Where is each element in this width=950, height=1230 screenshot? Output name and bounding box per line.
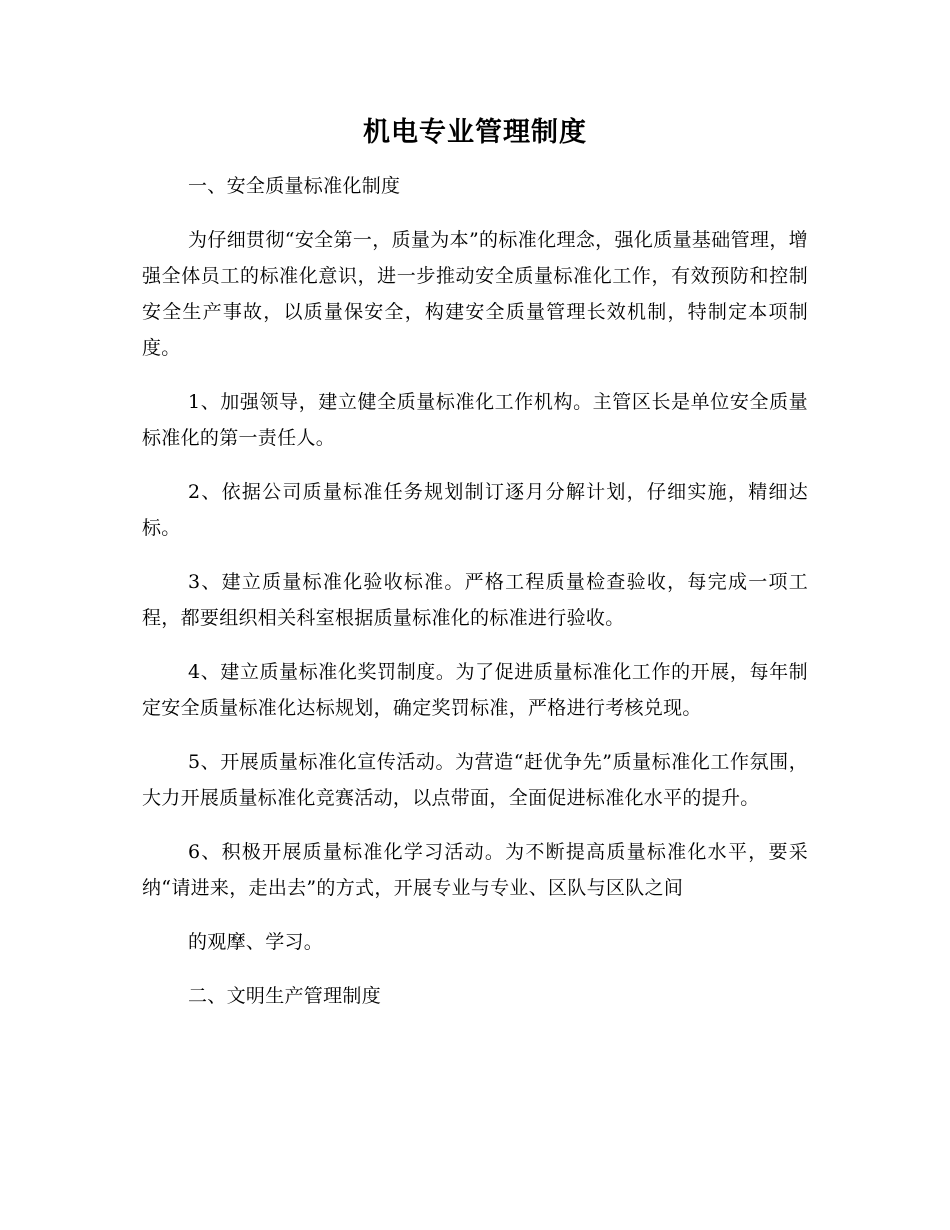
- document-title: 机电专业管理制度: [363, 117, 587, 148]
- clause-4: 4、建立质量标准化奖罚制度。为了促进质量标准化工作的开展，每年制定安全质量标准化达标规划，确定奖罚标准，严格进行考核兑现。: [142, 661, 808, 719]
- section-heading-1: 一、安全质量标准化制度: [188, 175, 401, 197]
- section-heading-2: 二、文明生产管理制度: [188, 985, 382, 1007]
- clause-2: 2、依据公司质量标准任务规划制订逐月分解计划，仔细实施，精细达标。: [142, 481, 808, 539]
- document-page: [142, 108, 808, 1032]
- clause-3: 3、建立质量标准化验收标准。严格工程质量检查验收，每完成一项工程，都要组织相关科室根据质量标准化的标准进行验收。: [142, 571, 808, 629]
- clause-6-continued: 的观摩、学习。: [188, 931, 324, 953]
- intro-paragraph: 为仔细贯彻“安全第一，质量为本”的标准化理念，强化质量基础管理，增强全体员工的标准化意识，进一步推动安全质量标准化工作，有效预防和控制安全生产事故，以质量保安全，构建安全质量管理长效机制，特制定本项制度。: [142, 229, 808, 359]
- clause-1: 1、加强领导，建立健全质量标准化工作机构。主管区长是单位安全质量标准化的第一责任人。: [142, 391, 808, 449]
- clause-5: 5、开展质量标准化宣传活动。为营造“赶优争先”质量标准化工作氛围，大力开展质量标准化竞赛活动，以点带面，全面促进标准化水平的提升。: [142, 751, 808, 809]
- clause-6: 6、积极开展质量标准化学习活动。为不断提高质量标准化水平，要采纳“请进来，走出去”的方式，开展专业与专业、区队与区队之间: [142, 841, 808, 899]
